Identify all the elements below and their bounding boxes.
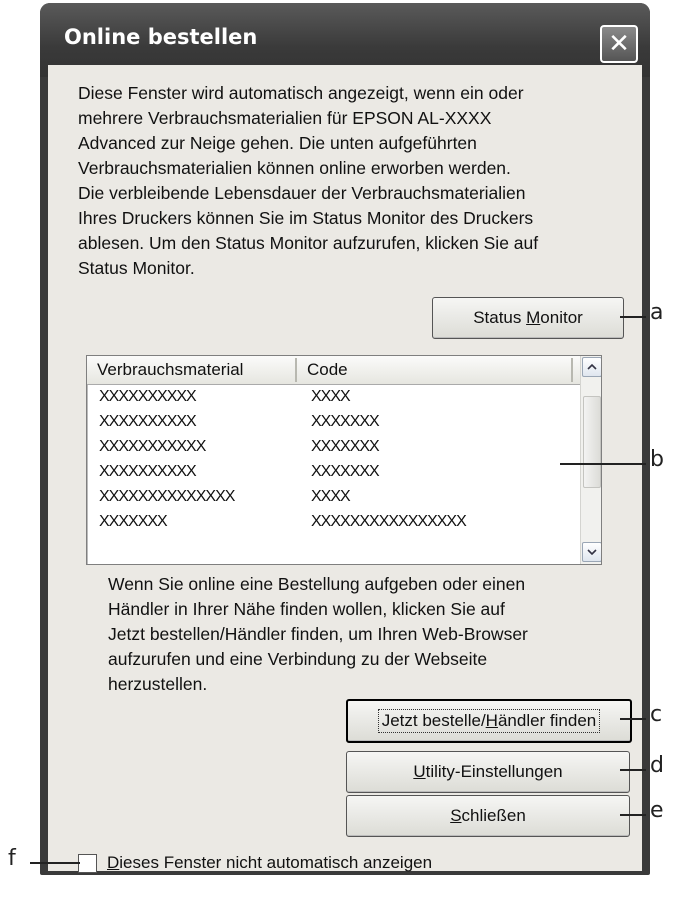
supplies-list[interactable] [86,355,602,565]
instruction-line: Jetzt bestellen/Händler finden, um Ihren Web-Browser [108,624,528,644]
callout-line [560,463,646,465]
intro-line: Verbrauchsmaterialien können online erworben werden. [78,158,511,178]
chevron-down-icon [587,549,597,555]
column-divider [571,358,573,382]
callout-label: c [650,702,663,727]
scroll-thumb[interactable] [583,396,601,488]
list-row[interactable] [87,511,581,536]
intro-line: mehrere Verbrauchsmaterialien für EPSON AL-XXXX [78,108,492,128]
intro-line: Ihres Druckers können Sie im Status Monitor des Druckers [78,208,534,228]
row-code: XXXXXXXXXXXXXXXX [311,513,466,530]
row-material: XXXXXXXXXXX [99,438,206,455]
close-icon: ✕ [608,29,630,59]
callout-label: a [650,300,664,325]
list-row[interactable] [87,461,581,486]
close-label: Schließen [450,806,526,825]
column-divider[interactable] [295,358,297,382]
column-header-code[interactable]: Code [307,360,348,379]
order-dealer-button[interactable] [346,699,632,743]
column-header-material[interactable]: Verbrauchsmaterial [97,360,244,379]
row-code: XXXXXXX [311,463,379,480]
intro-line: ablesen. Um den Status Monitor aufzurufen, klicken Sie auf [78,233,539,253]
instruction-line: herzustellen. [108,674,208,694]
intro-text [78,81,626,281]
dialog-body [48,65,642,871]
row-code: XXXXXXX [311,438,379,455]
list-row[interactable] [87,436,581,461]
callout-line [30,862,80,864]
instruction-line: Händler in Ihrer Nähe finden wollen, klicken Sie auf [108,599,505,619]
scroll-up-button[interactable] [582,357,602,377]
row-material: XXXXXXXXXX [99,413,196,430]
callout-label: d [650,753,664,778]
vertical-scrollbar[interactable] [580,356,601,564]
callout-line [620,769,646,771]
intro-line: Diese Fenster wird automatisch angezeigt, wenn ein oder [78,83,524,103]
list-row[interactable] [87,486,581,511]
list-row[interactable] [87,386,581,411]
close-button[interactable] [346,795,630,837]
instruction-line: aufzurufen und eine Verbindung zu der Webseite [108,649,488,669]
status-monitor-label: Status Monitor [473,308,583,327]
list-header [87,356,581,385]
callout-label: e [650,798,664,823]
row-code: XXXX [311,488,350,505]
auto-show-checkbox[interactable] [78,854,97,873]
list-row[interactable] [87,411,581,436]
callout-label: b [650,447,664,472]
auto-show-label[interactable]: Dieses Fenster nicht automatisch anzeigen [107,853,433,872]
order-instructions [108,572,628,697]
auto-show-checkbox-row[interactable] [78,853,432,873]
utility-settings-button[interactable] [346,751,630,793]
close-window-button[interactable] [600,25,638,63]
row-material: XXXXXXXXXX [99,388,196,405]
intro-line: Advanced zur Neige gehen. Die unten aufgeführten [78,133,477,153]
callout-line [620,718,646,720]
instruction-line: Wenn Sie online eine Bestellung aufgeben oder einen [108,574,526,594]
window-title: Online bestellen [64,25,258,49]
status-monitor-button[interactable] [432,297,624,339]
intro-line: Status Monitor. [78,258,195,278]
callout-line [620,814,646,816]
row-code: XXXXXXX [311,413,379,430]
row-code: XXXX [311,388,350,405]
row-material: XXXXXXXXXX [99,463,196,480]
intro-line: Die verbleibende Lebensdauer der Verbrauchsmaterialien [78,183,526,203]
chevron-up-icon [587,364,597,370]
dialog-window [40,3,650,875]
scroll-down-button[interactable] [582,542,602,562]
row-material: XXXXXXXXXXXXXX [99,488,235,505]
utility-settings-label: Utility-Einstellungen [413,762,563,781]
callout-label: f [8,846,16,871]
callout-line [620,316,646,318]
order-dealer-label: Jetzt bestelle/Händler finden [378,709,601,733]
row-material: XXXXXXX [99,513,167,530]
